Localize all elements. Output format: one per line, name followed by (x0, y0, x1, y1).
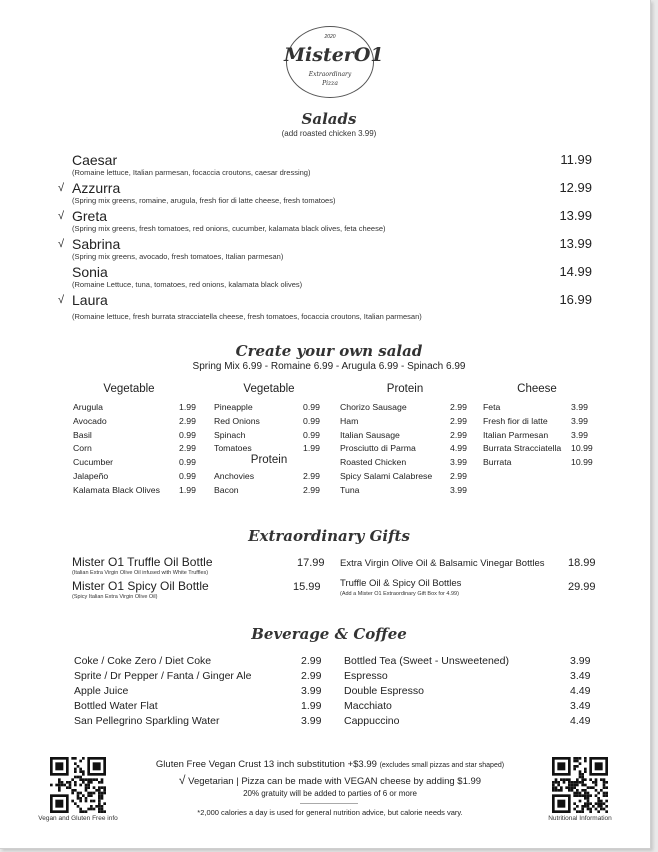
protein-item-name: Italian Sausage (340, 429, 400, 440)
vegetable2-row (214, 429, 320, 440)
vegetable-item-name: Avocado (73, 415, 107, 426)
protein-item-name: Spicy Salami Calabrese (340, 471, 433, 481)
protein2-row (214, 484, 320, 495)
logo-tagline-1: Extraordinary (308, 71, 352, 78)
cheese-item-name: Fresh fior di latte (483, 415, 548, 426)
vegetable-row (73, 457, 196, 468)
cheese-item-name: Burrata (483, 457, 512, 468)
salad-name: Greta (72, 208, 108, 224)
salad-price: 16.99 (559, 292, 592, 307)
salad-description: (Romaine lettuce, fresh burrata stracciatella cheese, fresh tomatoes, focaccia croutons, Italian parmesan) (72, 312, 422, 321)
salad-description: (Spring mix greens, romaine, arugula, fresh fior di latte cheese, fresh tomatoes) (72, 196, 336, 205)
beverage-right-item-price: 3.99 (570, 655, 591, 667)
logo-tagline-2: Pizza (322, 80, 338, 87)
vegetable2-row (214, 443, 320, 454)
vegetable-row (73, 471, 196, 481)
vegetable2-item-name: Tomatoes (214, 443, 252, 454)
protein2-item-price: 2.99 (303, 484, 320, 495)
brand-logo (284, 26, 384, 98)
beverage-right-item-name: Double Espresso (344, 685, 424, 697)
footer-divider (300, 803, 358, 804)
salads-title: Salads (301, 110, 357, 128)
beverage-left-item-name: Sprite / Dr Pepper / Fanta / Ginger Ale (74, 670, 252, 682)
gift-duo-desc: (Add a Mister O1 Extraordinary Gift Box for 4.99) (340, 591, 459, 597)
protein-item-name: Chorizo Sausage (340, 402, 407, 412)
vegetable-item-price: 0.99 (179, 471, 196, 481)
gift-evoo-price: 18.99 (568, 557, 596, 569)
protein2-row (214, 471, 320, 481)
vegetable-item-name: Basil (73, 429, 92, 440)
vegetable2-item-name: Red Onions (214, 415, 260, 426)
beverage-title: Beverage & Coffee (251, 625, 407, 643)
salad-name: Sonia (72, 264, 108, 280)
salad-name: Laura (72, 292, 108, 308)
vegetable-row (73, 443, 196, 454)
cheese-row (483, 415, 588, 426)
vegetable-item-price: 2.99 (179, 415, 196, 426)
vegetable2-item-name: Pineapple (214, 402, 253, 412)
protein-row (340, 457, 467, 468)
footer-veg-text: Vegetarian | Pizza can be made with VEGAN cheese by adding $1.99 (188, 776, 482, 787)
qr-vegan-icon (50, 757, 106, 813)
footer-gratuity: 20% gratuity will be added to parties of 6 or more (243, 789, 417, 798)
cheese-row (483, 457, 593, 468)
salad-description: (Spring mix greens, fresh tomatoes, red onions, cucumber, kalamata black olives, feta cheese) (72, 224, 386, 233)
vegetable-row (73, 484, 196, 495)
beverage-left-item-name: San Pellegrino Sparkling Water (74, 715, 220, 727)
create-bases: Spring Mix 6.99 - Romaine 6.99 - Arugula 6.99 - Spinach 6.99 (192, 361, 466, 372)
salad-price: 11.99 (560, 152, 592, 167)
cheese-row (483, 402, 588, 412)
vegetable-item-name: Arugula (73, 402, 103, 412)
protein-item-price: 2.99 (450, 415, 467, 426)
vegetable-item-name: Jalapeño (73, 471, 109, 481)
footer-gf-note: (excludes small pizzas and star shaped) (379, 762, 505, 769)
vegetarian-leaf-icon: √ (58, 210, 65, 222)
beverage-left-item-price: 2.99 (301, 670, 322, 682)
salad-price: 13.99 (559, 208, 592, 223)
gift-truffle-name: Mister O1 Truffle Oil Bottle (72, 555, 213, 569)
vegetable2-item-name: Spinach (214, 429, 246, 440)
vegetable-row (73, 402, 196, 412)
qr-nutrition-caption: Nutritional Information (548, 815, 612, 822)
cheese-item-name: Feta (483, 402, 501, 412)
col-vegetable-header: Vegetable (103, 383, 155, 395)
cheese-item-price: 3.99 (571, 402, 588, 412)
salad-name: Sabrina (72, 236, 121, 252)
vegetarian-leaf-icon: √ (58, 294, 65, 306)
vegetable-item-price: 1.99 (179, 402, 196, 412)
vegetable-item-price: 0.99 (179, 457, 196, 468)
beverage-left-item-price: 3.99 (301, 715, 322, 727)
footer-vegetarian (120, 773, 540, 787)
protein-row (340, 443, 467, 454)
protein2-item-price: 2.99 (303, 471, 320, 481)
beverage-right-item-name: Espresso (344, 670, 388, 682)
beverage-left-item-price: 1.99 (301, 700, 322, 712)
protein-item-price: 3.99 (450, 457, 467, 468)
protein-row (340, 484, 467, 495)
vegetable-item-name: Cucumber (73, 457, 114, 468)
protein-row (340, 429, 467, 440)
gift-spicy-price: 15.99 (293, 581, 321, 593)
cheese-item-price: 3.99 (571, 429, 588, 440)
qr-code-nutrition[interactable] (552, 757, 608, 813)
logo-since: 2020 (324, 34, 336, 40)
salad-item (58, 236, 612, 261)
vegetable-row (73, 429, 196, 440)
col-vegetable2-header: Vegetable (243, 383, 295, 395)
beverage-right-item-price: 4.49 (570, 685, 591, 697)
vegetarian-leaf-icon: √ (178, 773, 186, 787)
salad-description: (Romaine lettuce, Italian parmesan, focaccia croutons, caesar dressing) (72, 168, 311, 177)
cheese-item-price: 10.99 (571, 457, 593, 468)
gift-duo-name: Truffle Oil & Spicy Oil Bottles (340, 578, 462, 589)
beverage-right-item-name: Cappuccino (344, 715, 400, 727)
salad-price: 14.99 (559, 264, 592, 279)
vegetable2-item-price: 0.99 (303, 429, 320, 440)
footer-gluten-free (120, 759, 540, 770)
cheese-row (483, 443, 593, 454)
vegetable2-row (214, 402, 320, 412)
vegetable2-item-price: 1.99 (303, 443, 320, 454)
salads-note: (add roasted chicken 3.99) (281, 129, 377, 138)
salad-price: 13.99 (559, 236, 592, 251)
col-protein-header: Protein (386, 383, 424, 395)
salad-item (58, 180, 612, 205)
gift-truffle-desc: (Italian Extra Virgin Olive Oil infused with White Truffles) (72, 570, 209, 576)
cheese-item-name: Burrata Stracciatella (483, 443, 562, 454)
create-title: Create your own salad (235, 342, 423, 360)
protein-item-name: Ham (340, 415, 359, 426)
footer-gf-main: Gluten Free Vegan Crust 13 inch substitution +$3.99 (155, 759, 377, 770)
beverage-left-item-name: Bottled Water Flat (74, 700, 158, 712)
vegetable2-item-price: 0.99 (303, 415, 320, 426)
vegetarian-leaf-icon: √ (58, 238, 65, 250)
qr-vegan-caption: Vegan and Gluten Free info (38, 815, 118, 822)
gifts-title: Extraordinary Gifts (248, 527, 410, 545)
beverage-right-item-price: 3.49 (570, 670, 591, 682)
gift-truffle-price: 17.99 (297, 557, 325, 569)
beverage-left-item-price: 2.99 (301, 655, 322, 667)
beverage-right-item-name: Macchiato (344, 700, 392, 712)
gift-spicy-name: Mister O1 Spicy Oil Bottle (72, 579, 209, 593)
salad-description: (Romaine Lettuce, tuna, tomatoes, red onions, kalamata black olives) (72, 280, 303, 289)
protein-row (340, 402, 467, 412)
protein-item-price: 3.99 (450, 484, 467, 495)
protein2-item-name: Bacon (214, 484, 239, 495)
gift-duo-price: 29.99 (568, 581, 596, 593)
vegetable-item-price: 1.99 (179, 484, 196, 495)
vegetarian-leaf-icon: √ (58, 182, 65, 194)
beverage-left-item-price: 3.99 (301, 685, 322, 697)
salad-item (58, 208, 612, 233)
protein-item-name: Tuna (340, 484, 360, 495)
cheese-item-price: 10.99 (571, 443, 593, 454)
vegetable-item-name: Corn (73, 443, 92, 454)
protein-row (340, 415, 467, 426)
protein-item-price: 2.99 (450, 402, 467, 412)
salad-item (72, 264, 612, 289)
salad-item (58, 292, 612, 321)
beverage-left-item-name: Coke / Coke Zero / Diet Coke (74, 655, 212, 667)
protein-item-price: 2.99 (450, 471, 467, 481)
vegetable-item-name: Kalamata Black Olives (73, 484, 160, 495)
vegetable2-item-price: 0.99 (303, 402, 320, 412)
cheese-row (483, 429, 588, 440)
logo-name: MisterO1 (284, 44, 384, 66)
qr-code-vegan[interactable] (50, 757, 106, 813)
salad-price: 12.99 (559, 180, 592, 195)
gift-evoo-name: Extra Virgin Olive Oil & Balsamic Vinegar Bottles (340, 558, 545, 569)
beverage-right-item-price: 4.49 (570, 715, 591, 727)
cheese-item-price: 3.99 (571, 415, 588, 426)
protein2-item-name: Anchovies (214, 471, 255, 481)
salad-description: (Spring mix greens, avocado, fresh tomatoes, Italian parmesan) (72, 252, 284, 261)
salad-item (72, 152, 612, 177)
protein-item-name: Prosciutto di Parma (340, 443, 416, 454)
protein-item-price: 2.99 (450, 429, 467, 440)
gift-spicy-desc: (Spicy Italian Extra Virgin Olive Oil) (72, 594, 158, 600)
col-cheese-header: Cheese (517, 383, 557, 395)
footer-calories: *2,000 calories a day is used for general nutrition advice, but calorie needs vary. (197, 808, 463, 817)
salad-name: Azzurra (72, 180, 121, 196)
vegetable-row (73, 415, 196, 426)
protein-item-price: 4.99 (450, 443, 467, 454)
vegetable2-row (214, 415, 320, 426)
salad-name: Caesar (72, 152, 118, 168)
beverage-right-item-price: 3.49 (570, 700, 591, 712)
protein-row (340, 471, 467, 481)
protein-item-name: Roasted Chicken (340, 457, 407, 468)
qr-nutrition-icon (552, 757, 608, 813)
beverage-left-item-name: Apple Juice (74, 685, 129, 697)
cheese-item-name: Italian Parmesan (483, 429, 549, 440)
vegetable-item-price: 2.99 (179, 443, 196, 454)
vegetable-item-price: 0.99 (179, 429, 196, 440)
col-protein2-header: Protein (250, 454, 288, 466)
beverage-right-item-name: Bottled Tea (Sweet - Unsweetened) (344, 655, 509, 667)
